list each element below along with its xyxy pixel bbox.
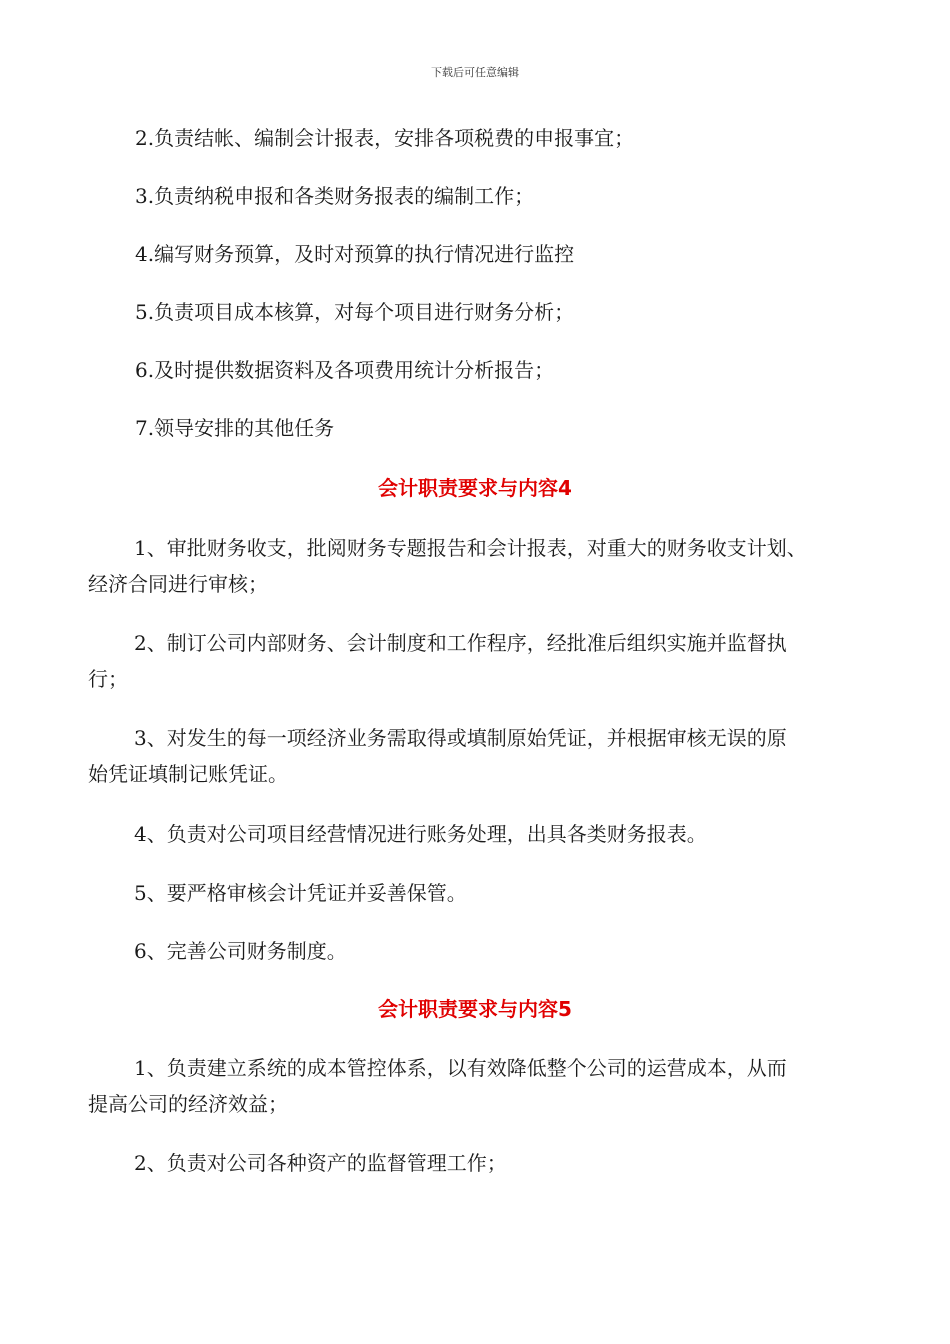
list-item: 5.负责项目成本核算，对每个项目进行财务分析；	[135, 300, 575, 324]
paragraph-line: 2、制订公司内部财务、会计制度和工作程序，经批准后组织实施并监督执	[134, 631, 787, 655]
paragraph	[88, 720, 863, 792]
paragraph-line: 经济合同进行审核；	[88, 572, 268, 596]
list-item: 3.负责纳税申报和各类财务报表的编制工作；	[135, 184, 535, 208]
paragraph	[88, 875, 863, 911]
paragraph-line: 1、负责建立系统的成本管控体系，以有效降低整个公司的运营成本，从而	[134, 1056, 787, 1080]
list-item: 4.编写财务预算，及时对预算的执行情况进行监控	[135, 242, 575, 266]
paragraph-line: 5、要严格审核会计凭证并妥善保管。	[134, 881, 467, 905]
list-item: 2.负责结帐、编制会计报表，安排各项税费的申报事宜；	[135, 126, 635, 150]
header-note: 下载后可任意编辑	[431, 66, 519, 79]
paragraph-line: 1、审批财务收支，批阅财务专题报告和会计报表，对重大的财务收支计划、	[134, 536, 807, 560]
paragraph	[88, 1145, 863, 1181]
paragraph	[88, 625, 863, 697]
paragraph-line: 2、负责对公司各种资产的监督管理工作；	[134, 1151, 507, 1175]
paragraph	[88, 933, 863, 969]
section-heading: 会计职责要求与内容4	[378, 476, 572, 500]
paragraph-line: 4、负责对公司项目经营情况进行账务处理，出具各类财务报表。	[134, 822, 707, 846]
paragraph	[88, 1050, 863, 1122]
list-item: 7.领导安排的其他任务	[135, 416, 335, 440]
section-heading: 会计职责要求与内容5	[378, 997, 572, 1021]
paragraph-line: 3、对发生的每一项经济业务需取得或填制原始凭证，并根据审核无误的原	[134, 726, 787, 750]
paragraph	[88, 530, 863, 602]
list-item: 6.及时提供数据资料及各项费用统计分析报告；	[135, 358, 555, 382]
paragraph-line: 行；	[88, 667, 128, 691]
paragraph-line: 始凭证填制记账凭证。	[88, 762, 288, 786]
paragraph-line: 提高公司的经济效益；	[88, 1092, 288, 1116]
paragraph-line: 6、完善公司财务制度。	[134, 939, 347, 963]
paragraph	[88, 816, 863, 852]
